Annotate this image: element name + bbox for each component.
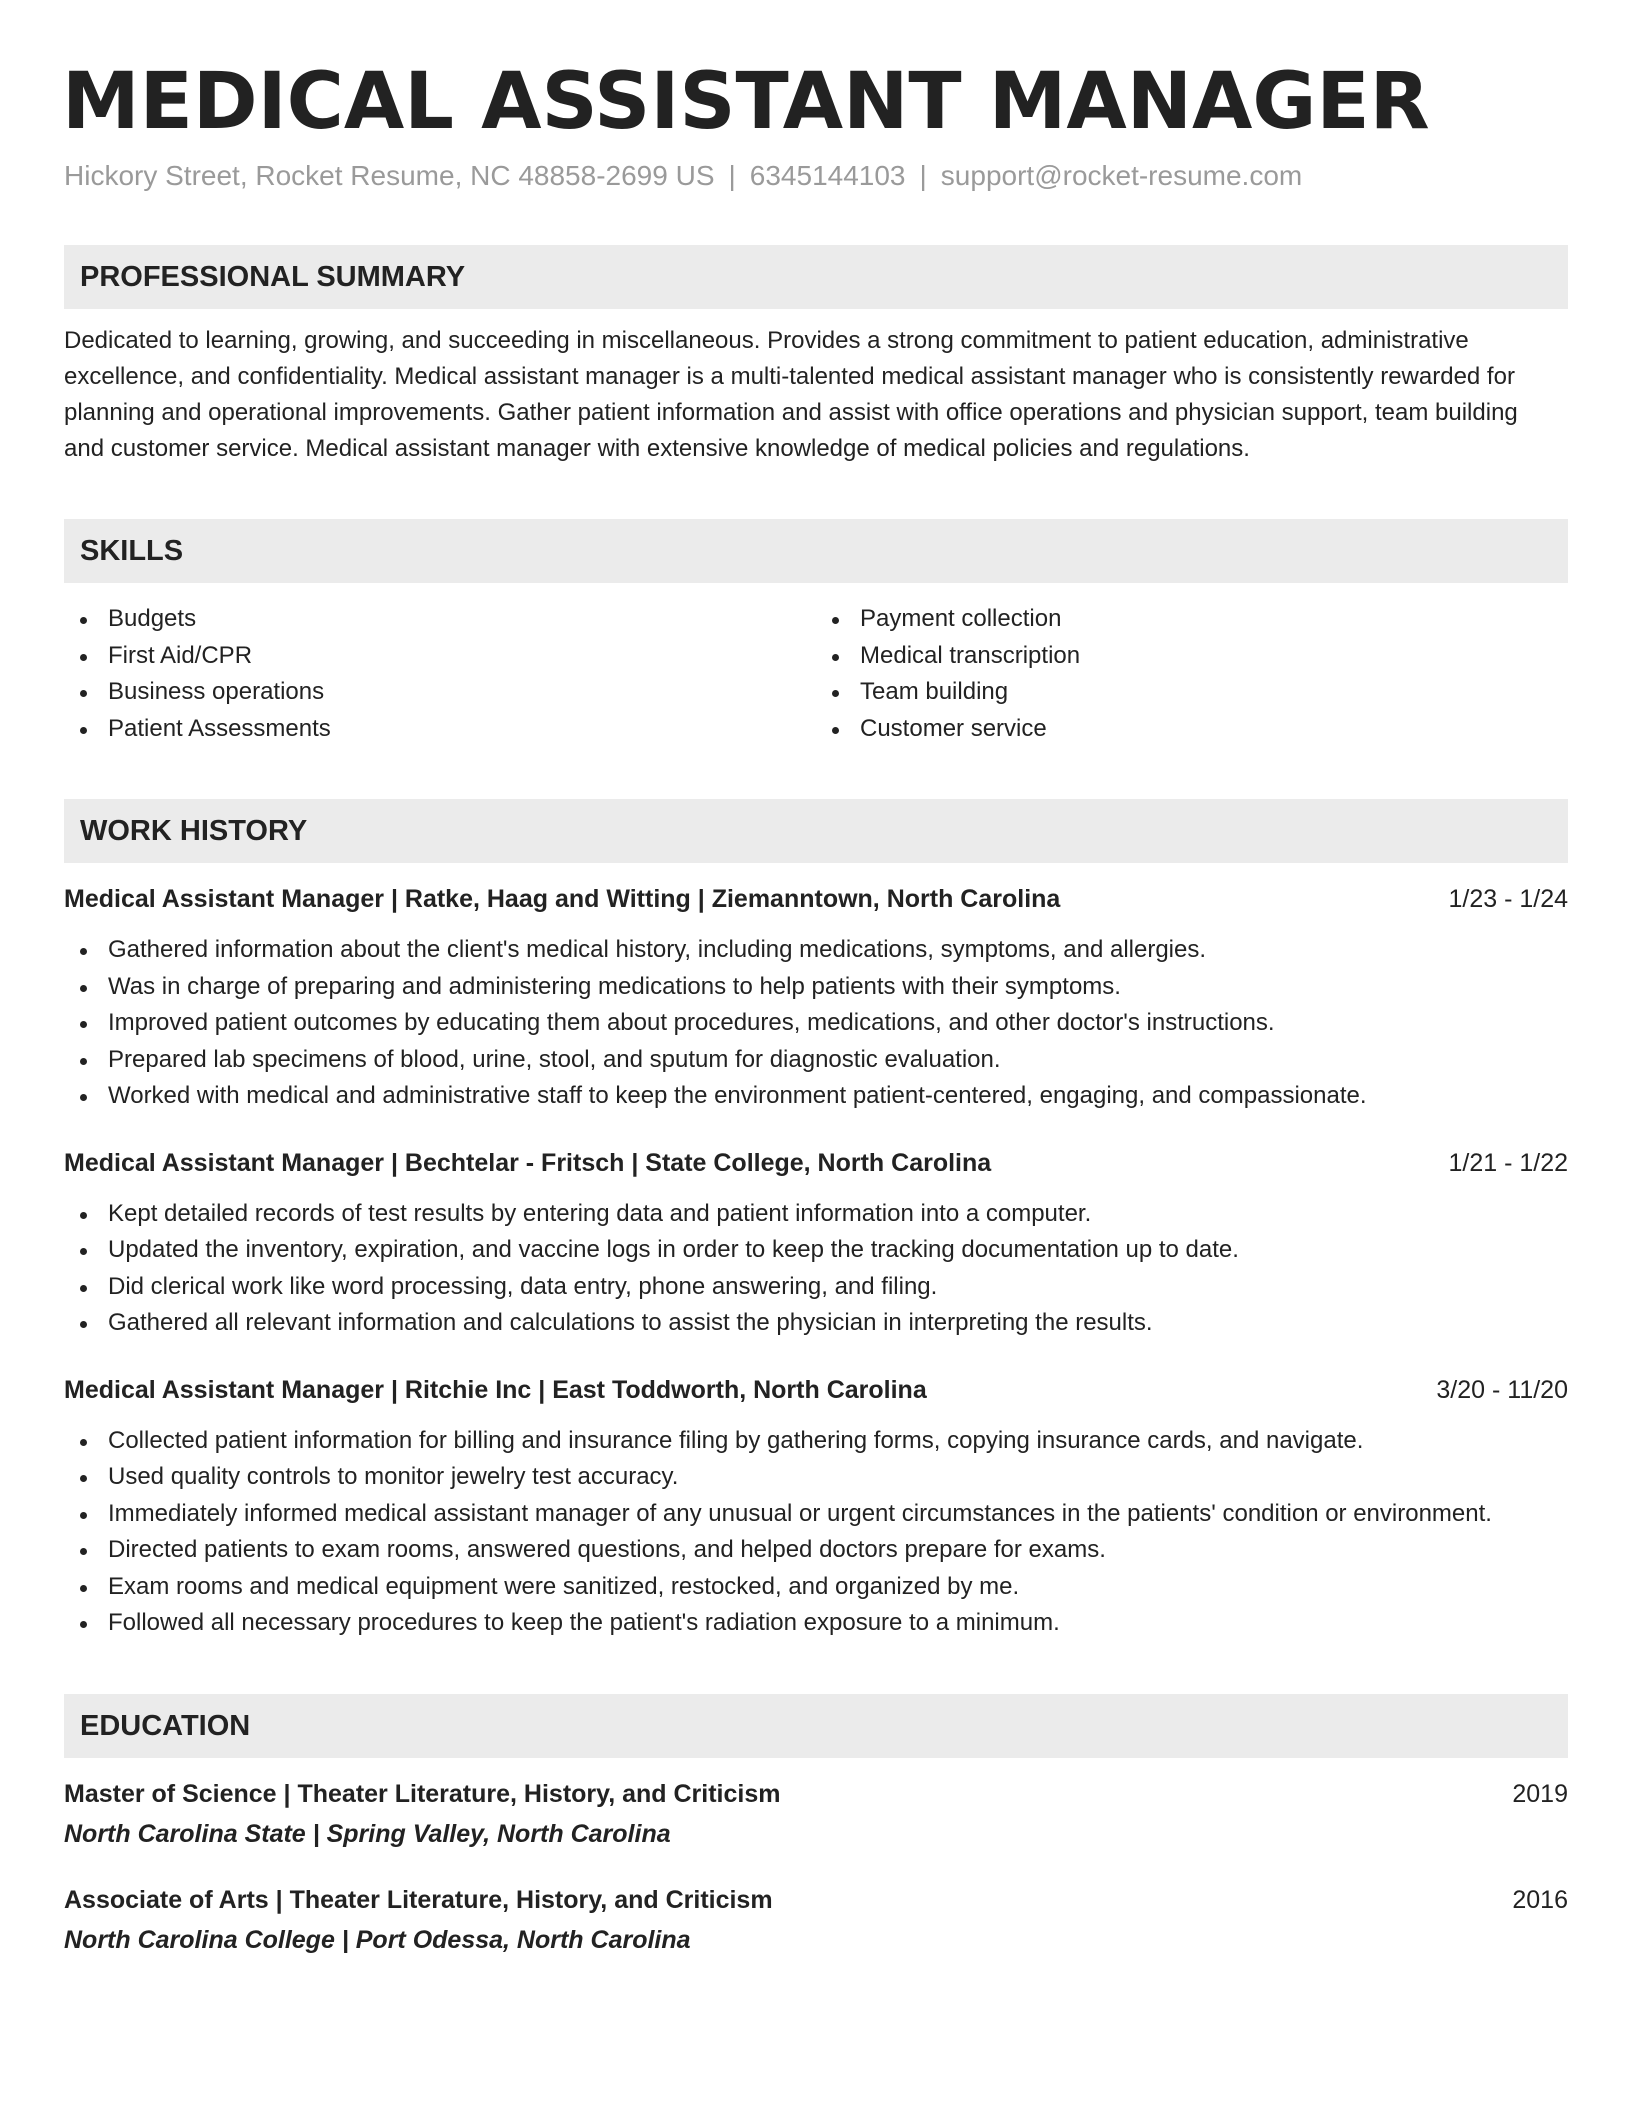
skill-item: First Aid/CPR	[64, 638, 816, 675]
job-bullet: Followed all necessary procedures to keep the patient's radiation exposure to a minimum.	[64, 1605, 1568, 1642]
job-title: Medical Assistant Manager | Ritchie Inc | East Toddworth, North Carolina	[64, 1375, 927, 1404]
job-entry	[64, 1145, 1568, 1342]
education-header	[64, 1776, 1568, 1812]
contact-separator: |	[919, 160, 927, 191]
job-bullet: Directed patients to exam rooms, answered questions, and helped doctors prepare for exams.	[64, 1532, 1568, 1569]
section-heading-work-history: WORK HISTORY	[64, 799, 1568, 863]
job-entry	[64, 1372, 1568, 1642]
skills-column-left	[64, 601, 816, 747]
section-heading-summary: PROFESSIONAL SUMMARY	[64, 245, 1568, 309]
job-bullet: Worked with medical and administrative staff to keep the environment patient-centered, engaging, and compassionate.	[64, 1078, 1568, 1115]
job-title: Medical Assistant Manager | Bechtelar - Fritsch | State College, North Carolina	[64, 1148, 992, 1177]
job-bullet: Used quality controls to monitor jewelry test accuracy.	[64, 1459, 1568, 1496]
skill-item: Budgets	[64, 601, 816, 638]
education-degree: Master of Science | Theater Literature, History, and Criticism	[64, 1779, 781, 1808]
job-bullet: Immediately informed medical assistant manager of any unusual or urgent circumstances in the patients' condition or environment.	[64, 1496, 1568, 1533]
job-entry	[64, 881, 1568, 1115]
skill-item: Business operations	[64, 674, 816, 711]
contact-phone: 6345144103	[749, 160, 906, 191]
job-header	[64, 1145, 1568, 1181]
contact-line	[64, 158, 1568, 194]
education-year: 2016	[1512, 1885, 1568, 1914]
skill-item: Team building	[816, 674, 1568, 711]
skills-list	[64, 601, 1568, 747]
education-entry	[64, 1776, 1568, 1852]
job-bullet: Did clerical work like word processing, data entry, phone answering, and filing.	[64, 1269, 1568, 1306]
job-header	[64, 1372, 1568, 1408]
job-bullet: Collected patient information for billing and insurance filing by gathering forms, copying insurance cards, and navigate.	[64, 1423, 1568, 1460]
job-bullet: Exam rooms and medical equipment were sanitized, restocked, and organized by me.	[64, 1569, 1568, 1606]
job-bullet: Was in charge of preparing and administering medications to help patients with their symptoms.	[64, 969, 1568, 1006]
skills-column-right	[816, 601, 1568, 747]
job-bullet: Gathered information about the client's medical history, including medications, symptoms, and allergies.	[64, 932, 1568, 969]
section-heading-education: EDUCATION	[64, 1694, 1568, 1758]
skill-item: Patient Assessments	[64, 711, 816, 748]
job-dates: 3/20 - 11/20	[1436, 1375, 1568, 1404]
education-degree: Associate of Arts | Theater Literature, History, and Criticism	[64, 1885, 773, 1914]
job-bullet: Prepared lab specimens of blood, urine, stool, and sputum for diagnostic evaluation.	[64, 1042, 1568, 1079]
contact-separator: |	[728, 160, 736, 191]
job-bullets	[64, 1196, 1568, 1342]
job-bullet: Gathered all relevant information and calculations to assist the physician in interpreting the results.	[64, 1305, 1568, 1342]
job-dates: 1/23 - 1/24	[1448, 885, 1568, 913]
job-bullet: Improved patient outcomes by educating them about procedures, medications, and other doctor's instructions.	[64, 1005, 1568, 1042]
skill-item: Medical transcription	[816, 638, 1568, 675]
job-title: Medical Assistant Manager | Ratke, Haag and Witting | Ziemanntown, North Carolina	[64, 885, 1061, 913]
job-bullet: Updated the inventory, expiration, and vaccine logs in order to keep the tracking documentation up to date.	[64, 1232, 1568, 1269]
education-header	[64, 1882, 1568, 1918]
education-entry	[64, 1882, 1568, 1958]
candidate-name: MEDICAL ASSISTANT MANAGER	[62, 57, 1430, 147]
summary-text: Dedicated to learning, growing, and succeeding in miscellaneous. Provides a strong commitment to patient education, administrative excellence, and confidentiality. Medical assistant manager is a multi-talented medical assistant manager who is consistently rewarded for planning and operational improvements. Gather patient information and assist with office operations and physician support, team building and customer service. Medical assistant manager with extensive knowledge of medical policies and regulations.	[64, 327, 1518, 462]
section-heading-skills: SKILLS	[64, 519, 1568, 583]
education-year: 2019	[1512, 1779, 1568, 1808]
skill-item: Customer service	[816, 711, 1568, 748]
contact-address: Hickory Street, Rocket Resume, NC 48858-2699 US	[64, 160, 715, 191]
job-bullet: Kept detailed records of test results by entering data and patient information into a computer.	[64, 1196, 1568, 1233]
job-bullets	[64, 1423, 1568, 1642]
contact-email: support@rocket-resume.com	[940, 160, 1303, 191]
skill-item: Payment collection	[816, 601, 1568, 638]
job-bullets	[64, 932, 1568, 1115]
education-school: North Carolina College | Port Odessa, North Carolina	[64, 1925, 691, 1954]
education-school: North Carolina State | Spring Valley, North Carolina	[64, 1819, 671, 1848]
job-header	[64, 881, 1568, 917]
job-dates: 1/21 - 1/22	[1448, 1148, 1568, 1177]
